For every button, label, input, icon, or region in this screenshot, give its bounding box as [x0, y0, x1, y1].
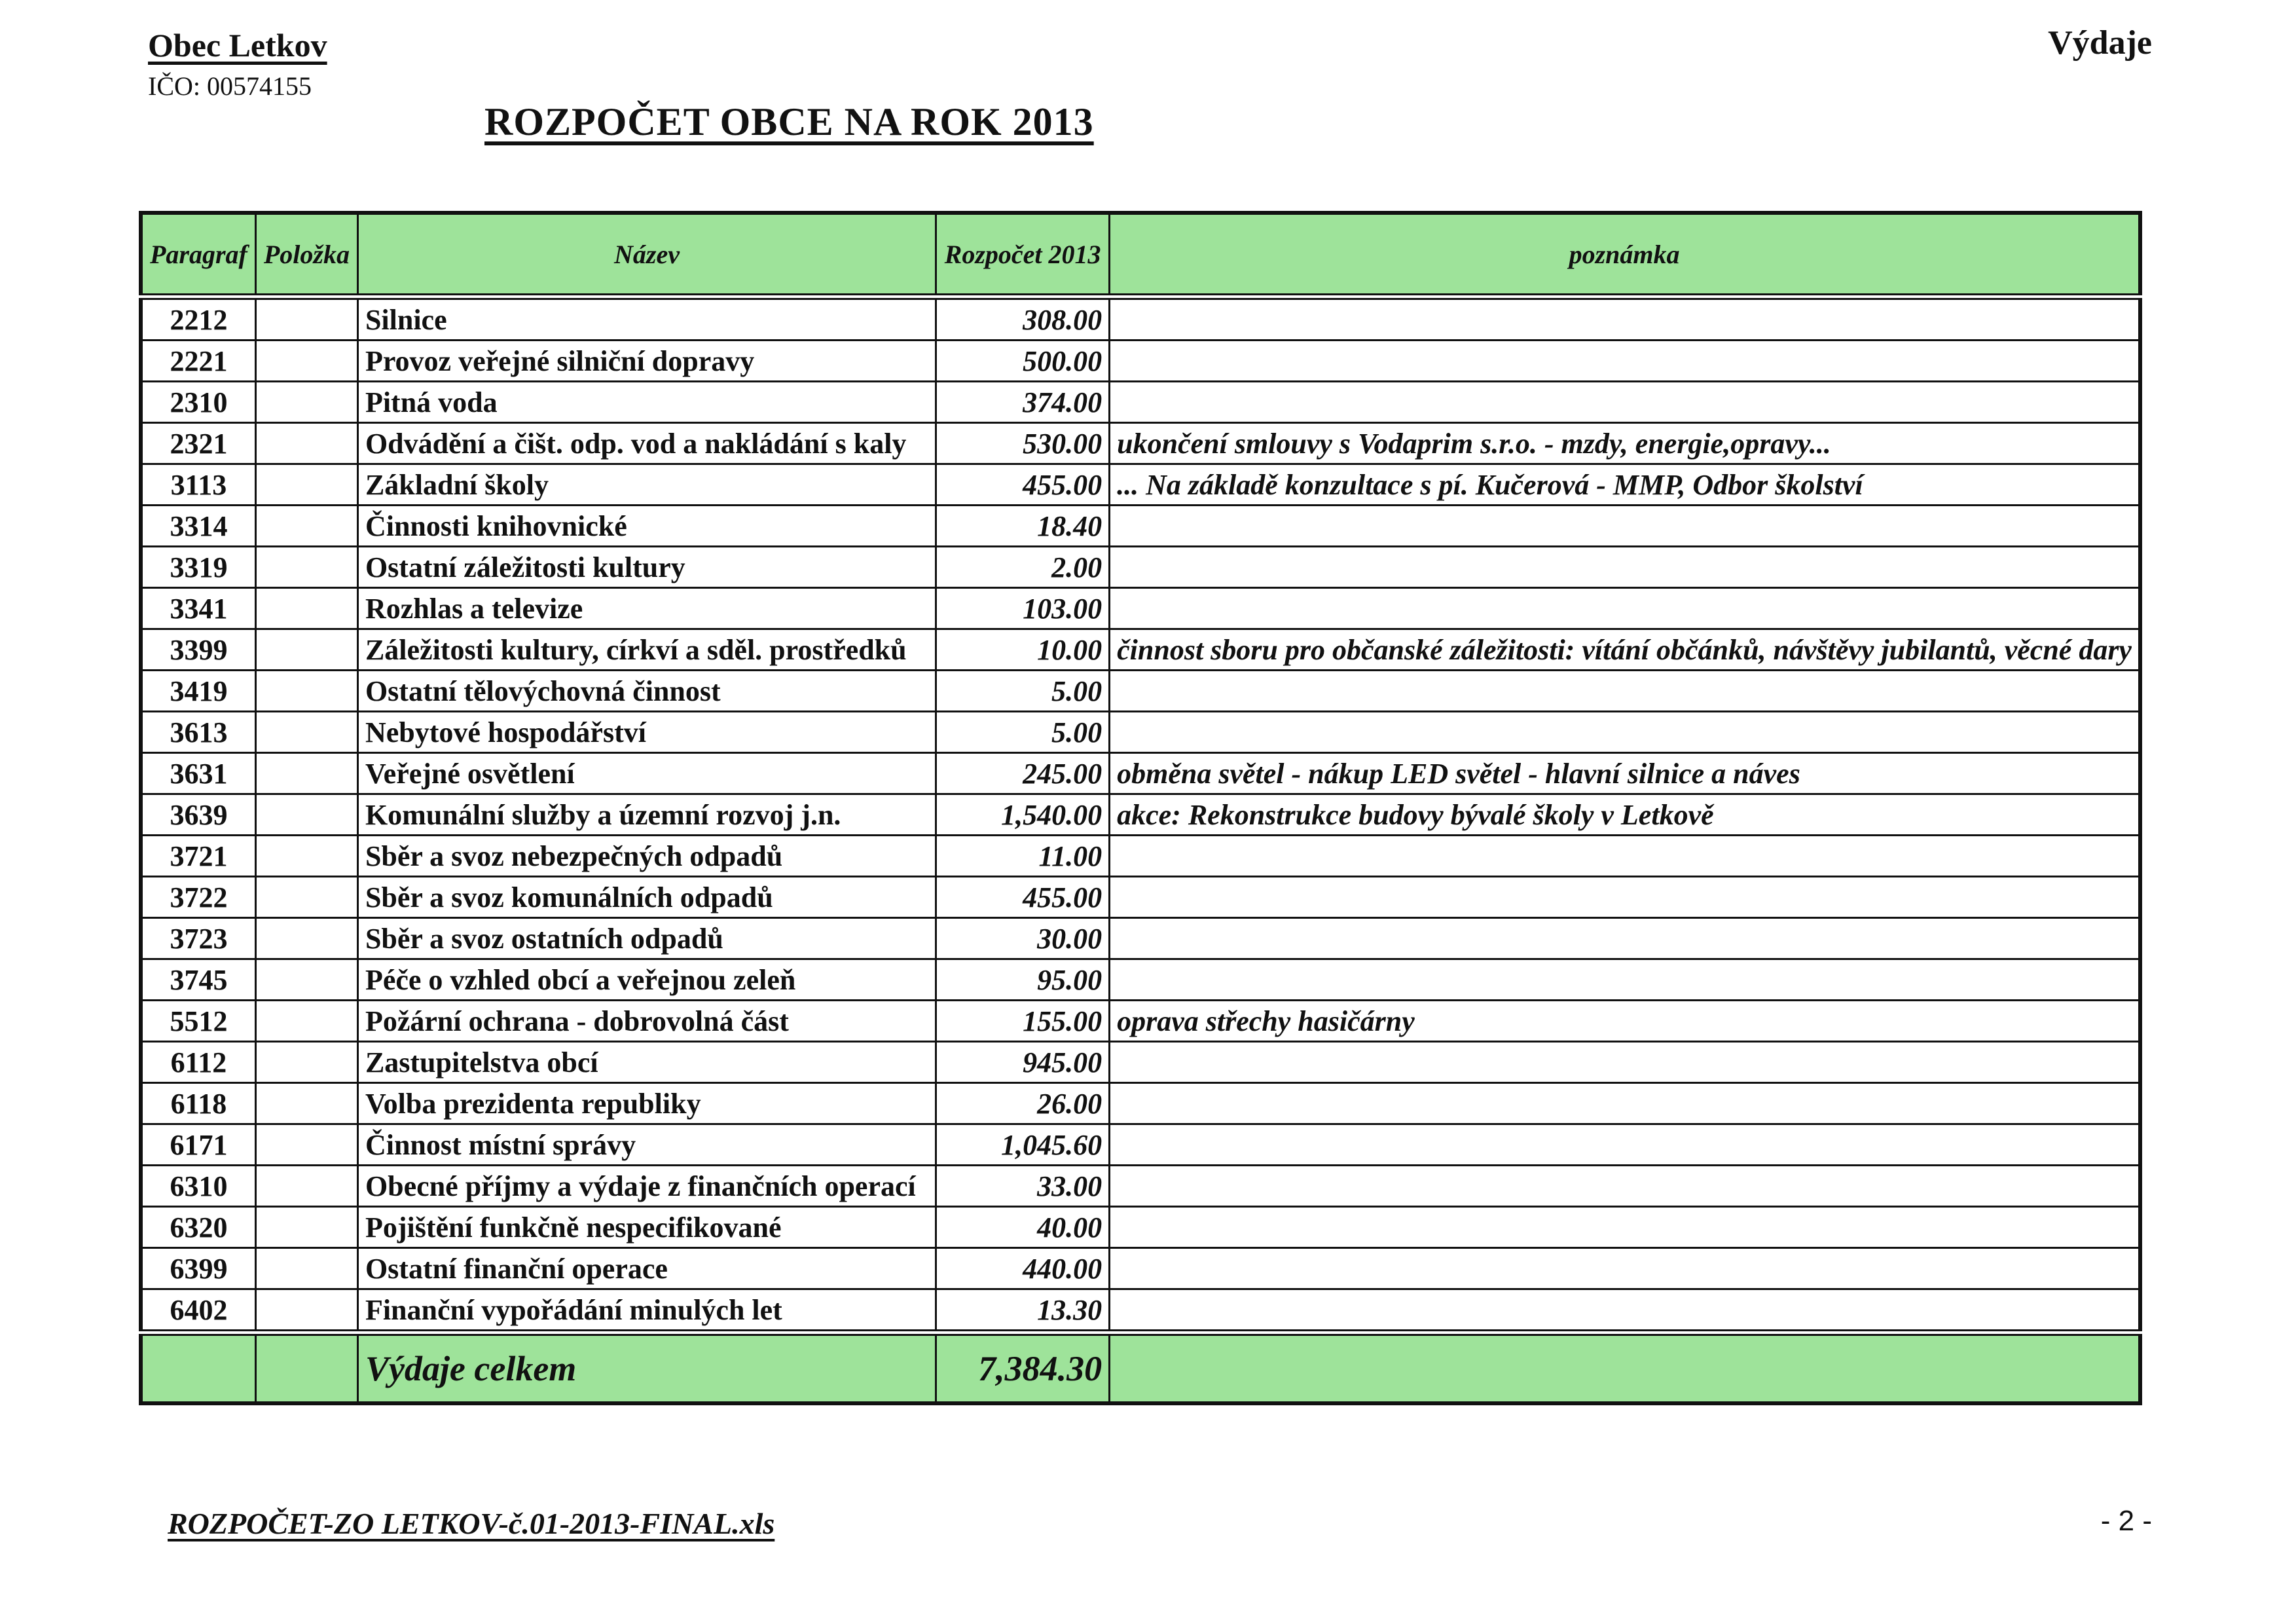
table-row — [141, 588, 2140, 629]
column-header-polozka: Položka — [255, 213, 357, 297]
poznamka-cell: ... Na základě konzultace s pí. Kučerová - MMP, Odbor školství — [1110, 464, 2140, 506]
table-row — [141, 836, 2140, 877]
polozka-cell — [255, 794, 357, 836]
nazev-cell: Základní školy — [357, 464, 936, 506]
paragraf-cell: 3723 — [141, 918, 255, 959]
nazev-cell: Zastupitelstva obcí — [357, 1042, 936, 1083]
polozka-cell — [255, 877, 357, 918]
page-number: - 2 - — [2100, 1505, 2152, 1537]
rozpocet-cell: 455.00 — [936, 464, 1110, 506]
paragraf-cell: 3419 — [141, 671, 255, 712]
paragraf-cell: 6171 — [141, 1124, 255, 1166]
polozka-cell — [255, 1001, 357, 1042]
polozka-cell — [255, 1124, 357, 1166]
poznamka-cell — [1110, 1207, 2140, 1248]
table-row — [141, 1207, 2140, 1248]
rozpocet-cell: 1,540.00 — [936, 794, 1110, 836]
table-row — [141, 1248, 2140, 1289]
table-body — [141, 297, 2140, 1333]
poznamka-cell: činnost sboru pro občanské záležitosti: vítání občánků, návštěvy jubilantů, věcné dary — [1110, 629, 2140, 671]
polozka-cell — [255, 1083, 357, 1124]
rozpocet-cell: 5.00 — [936, 671, 1110, 712]
poznamka-cell — [1110, 712, 2140, 753]
poznamka-cell — [1110, 1042, 2140, 1083]
nazev-cell: Požární ochrana - dobrovolná část — [357, 1001, 936, 1042]
polozka-cell — [255, 1042, 357, 1083]
nazev-cell: Finanční vypořádání minulých let — [357, 1289, 936, 1333]
nazev-cell: Sběr a svoz ostatních odpadů — [357, 918, 936, 959]
paragraf-cell: 6118 — [141, 1083, 255, 1124]
polozka-cell — [255, 588, 357, 629]
nazev-cell: Sběr a svoz nebezpečných odpadů — [357, 836, 936, 877]
paragraf-cell: 3745 — [141, 959, 255, 1001]
rozpocet-cell: 18.40 — [936, 506, 1110, 547]
table-row — [141, 382, 2140, 423]
table-row — [141, 1124, 2140, 1166]
paragraf-cell: 2321 — [141, 423, 255, 464]
nazev-cell: Rozhlas a televize — [357, 588, 936, 629]
polozka-cell — [255, 1248, 357, 1289]
rozpocet-cell: 455.00 — [936, 877, 1110, 918]
paragraf-cell: 2310 — [141, 382, 255, 423]
nazev-cell: Pojištění funkčně nespecifikované — [357, 1207, 936, 1248]
total-value: 7,384.30 — [936, 1333, 1110, 1403]
rozpocet-cell: 374.00 — [936, 382, 1110, 423]
rozpocet-cell: 1,045.60 — [936, 1124, 1110, 1166]
paragraf-cell: 3113 — [141, 464, 255, 506]
rozpocet-cell: 11.00 — [936, 836, 1110, 877]
table-row — [141, 877, 2140, 918]
nazev-cell: Odvádění a čišt. odp. vod a nakládání s kaly — [357, 423, 936, 464]
rozpocet-cell: 5.00 — [936, 712, 1110, 753]
rozpocet-cell: 40.00 — [936, 1207, 1110, 1248]
footer-filename: ROZPOČET-ZO LETKOV-č.01-2013-FINAL.xls — [168, 1507, 775, 1540]
paragraf-cell: 3639 — [141, 794, 255, 836]
polozka-cell — [255, 712, 357, 753]
nazev-cell: Ostatní záležitosti kultury — [357, 547, 936, 588]
rozpocet-cell: 103.00 — [936, 588, 1110, 629]
paragraf-cell: 3314 — [141, 506, 255, 547]
poznamka-cell: oprava střechy hasičárny — [1110, 1001, 2140, 1042]
polozka-cell — [255, 918, 357, 959]
total-polozka-cell — [255, 1333, 357, 1403]
column-header-poznamka: poznámka — [1110, 213, 2140, 297]
nazev-cell: Péče o vzhled obcí a veřejnou zeleň — [357, 959, 936, 1001]
table-row — [141, 297, 2140, 341]
nazev-cell: Činnost místní správy — [357, 1124, 936, 1166]
paragraf-cell: 5512 — [141, 1001, 255, 1042]
rozpocet-cell: 440.00 — [936, 1248, 1110, 1289]
table-row — [141, 753, 2140, 794]
paragraf-cell: 3341 — [141, 588, 255, 629]
poznamka-cell — [1110, 671, 2140, 712]
rozpocet-cell: 13.30 — [936, 1289, 1110, 1333]
nazev-cell: Ostatní finanční operace — [357, 1248, 936, 1289]
polozka-cell — [255, 836, 357, 877]
poznamka-cell — [1110, 382, 2140, 423]
table-row — [141, 547, 2140, 588]
polozka-cell — [255, 959, 357, 1001]
total-note-cell — [1110, 1333, 2140, 1403]
polozka-cell — [255, 423, 357, 464]
table-row — [141, 712, 2140, 753]
section-label: Výdaje — [2048, 24, 2152, 62]
polozka-cell — [255, 1289, 357, 1333]
poznamka-cell — [1110, 506, 2140, 547]
table-row — [141, 506, 2140, 547]
poznamka-cell — [1110, 588, 2140, 629]
nazev-cell: Volba prezidenta republiky — [357, 1083, 936, 1124]
nazev-cell: Veřejné osvětlení — [357, 753, 936, 794]
polozka-cell — [255, 382, 357, 423]
poznamka-cell — [1110, 959, 2140, 1001]
polozka-cell — [255, 547, 357, 588]
rozpocet-cell: 945.00 — [936, 1042, 1110, 1083]
nazev-cell: Nebytové hospodářství — [357, 712, 936, 753]
rozpocet-cell: 26.00 — [936, 1083, 1110, 1124]
polozka-cell — [255, 753, 357, 794]
table-row — [141, 1289, 2140, 1333]
budget-table — [139, 211, 2142, 1405]
paragraf-cell: 3722 — [141, 877, 255, 918]
column-header-paragraf: Paragraf — [141, 213, 255, 297]
table-row — [141, 1166, 2140, 1207]
rozpocet-cell: 245.00 — [936, 753, 1110, 794]
paragraf-cell: 3631 — [141, 753, 255, 794]
paragraf-cell: 6310 — [141, 1166, 255, 1207]
table-row — [141, 341, 2140, 382]
paragraf-cell: 6399 — [141, 1248, 255, 1289]
nazev-cell: Provoz veřejné silniční dopravy — [357, 341, 936, 382]
table-row — [141, 918, 2140, 959]
polozka-cell — [255, 671, 357, 712]
nazev-cell: Pitná voda — [357, 382, 936, 423]
poznamka-cell: obměna světel - nákup LED světel - hlavní silnice a náves — [1110, 753, 2140, 794]
rozpocet-cell: 10.00 — [936, 629, 1110, 671]
total-row — [141, 1333, 2140, 1403]
poznamka-cell — [1110, 1124, 2140, 1166]
poznamka-cell — [1110, 1289, 2140, 1333]
nazev-cell: Sběr a svoz komunálních odpadů — [357, 877, 936, 918]
nazev-cell: Činnosti knihovnické — [357, 506, 936, 547]
table-row — [141, 1001, 2140, 1042]
nazev-cell: Silnice — [357, 297, 936, 341]
rozpocet-cell: 33.00 — [936, 1166, 1110, 1207]
document-title: ROZPOČET OBCE NA ROK 2013 — [484, 100, 1094, 143]
poznamka-cell — [1110, 1248, 2140, 1289]
rozpocet-cell: 530.00 — [936, 423, 1110, 464]
rozpocet-cell: 500.00 — [936, 341, 1110, 382]
poznamka-cell: ukončení smlouvy s Vodaprim s.r.o. - mzdy, energie,opravy... — [1110, 423, 2140, 464]
poznamka-cell — [1110, 877, 2140, 918]
table-row — [141, 629, 2140, 671]
polozka-cell — [255, 629, 357, 671]
poznamka-cell — [1110, 341, 2140, 382]
paragraf-cell: 6402 — [141, 1289, 255, 1333]
polozka-cell — [255, 1207, 357, 1248]
total-paragraf-cell — [141, 1333, 255, 1403]
paragraf-cell: 3613 — [141, 712, 255, 753]
total-label: Výdaje celkem — [357, 1333, 936, 1403]
polozka-cell — [255, 1166, 357, 1207]
polozka-cell — [255, 506, 357, 547]
rozpocet-cell: 2.00 — [936, 547, 1110, 588]
polozka-cell — [255, 297, 357, 341]
poznamka-cell — [1110, 836, 2140, 877]
poznamka-cell — [1110, 918, 2140, 959]
table-row — [141, 794, 2140, 836]
table-row — [141, 959, 2140, 1001]
table-row — [141, 1083, 2140, 1124]
rozpocet-cell: 155.00 — [936, 1001, 1110, 1042]
table-row — [141, 464, 2140, 506]
paragraf-cell: 6320 — [141, 1207, 255, 1248]
poznamka-cell — [1110, 1166, 2140, 1207]
table-row — [141, 671, 2140, 712]
nazev-cell: Komunální služby a územní rozvoj j.n. — [357, 794, 936, 836]
municipality-name: Obec Letkov — [148, 27, 327, 64]
polozka-cell — [255, 341, 357, 382]
ico-number: IČO: 00574155 — [148, 71, 312, 101]
poznamka-cell — [1110, 297, 2140, 341]
table-header-row — [141, 213, 2140, 297]
poznamka-cell — [1110, 1083, 2140, 1124]
rozpocet-cell: 30.00 — [936, 918, 1110, 959]
table-row — [141, 423, 2140, 464]
column-header-nazev: Název — [357, 213, 936, 297]
nazev-cell: Ostatní tělovýchovná činnost — [357, 671, 936, 712]
table-row — [141, 1042, 2140, 1083]
paragraf-cell: 6112 — [141, 1042, 255, 1083]
column-header-rozpocet: Rozpočet 2013 — [936, 213, 1110, 297]
nazev-cell: Obecné příjmy a výdaje z finančních operací — [357, 1166, 936, 1207]
polozka-cell — [255, 464, 357, 506]
poznamka-cell — [1110, 547, 2140, 588]
poznamka-cell: akce: Rekonstrukce budovy bývalé školy v Letkově — [1110, 794, 2140, 836]
paragraf-cell: 3319 — [141, 547, 255, 588]
rozpocet-cell: 308.00 — [936, 297, 1110, 341]
paragraf-cell: 3721 — [141, 836, 255, 877]
nazev-cell: Záležitosti kultury, církví a sděl. prostředků — [357, 629, 936, 671]
paragraf-cell: 2221 — [141, 341, 255, 382]
paragraf-cell: 2212 — [141, 297, 255, 341]
rozpocet-cell: 95.00 — [936, 959, 1110, 1001]
paragraf-cell: 3399 — [141, 629, 255, 671]
